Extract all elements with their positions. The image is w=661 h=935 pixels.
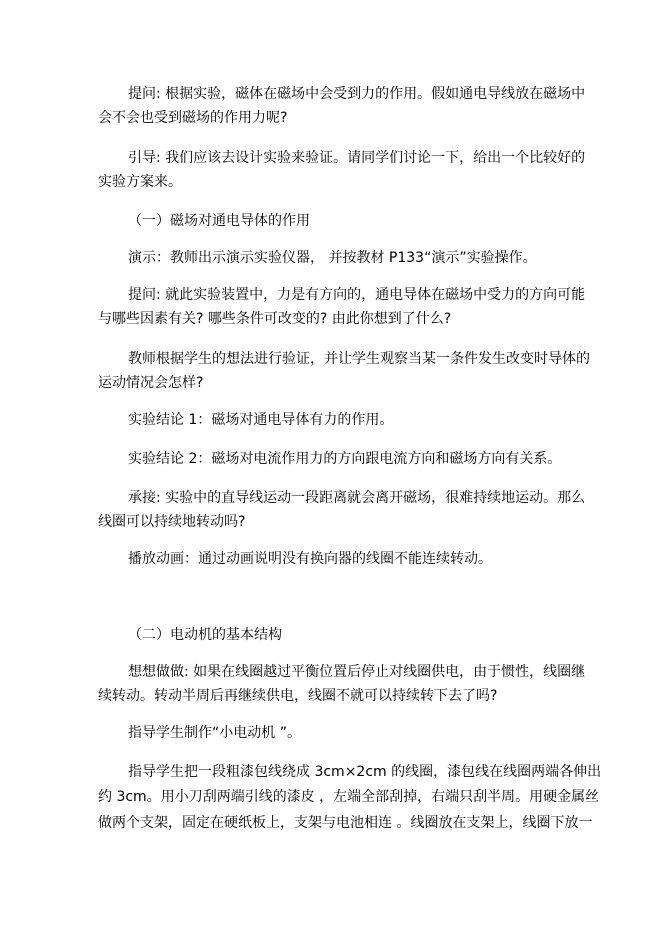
paragraph-question-1-line-1: 提问: 根据实验，磁体在磁场中会受到力的作用。假如通电导线放在磁场中	[128, 86, 586, 102]
paragraph-guide-line-2: 实验方案来。	[98, 174, 182, 190]
paragraph-animation: 播放动画：通过动画说明没有换向器的线圈不能连续转动。	[128, 551, 492, 567]
section-heading-2: （二）电动机的基本结构	[128, 627, 282, 643]
paragraph-conclusion-1: 实验结论 1：磁场对通电导体有力的作用。	[128, 412, 394, 428]
paragraph-think-line-1: 想想做做: 如果在线圈越过平衡位置后停止对线圈供电，由于惯性，线圈继	[128, 664, 586, 680]
section-heading-1: （一）磁场对通电导体的作用	[128, 213, 310, 229]
paragraph-instructions-line-1: 指导学生把一段粗漆包线绕成 3cm×2cm 的线圈，漆包线在线圈两端各伸出	[128, 764, 602, 780]
paragraph-question-2-line-2: 与哪些因素有关? 哪些条件可改变的? 由此你想到了什么?	[98, 311, 452, 327]
paragraph-question-2-line-1: 提问: 就此实验装置中，力是有方向的，通电导体在磁场中受力的方向可能	[128, 287, 586, 303]
paragraph-instructions-line-3: 做两个支架，固定在硬纸板上，支架与电池相连 。线圈放在支架上，线圈下放一	[98, 815, 593, 831]
paragraph-instructions-line-2: 约 3cm。用小刀刮两端引线的漆皮 ，左端全部刮掉，右端只刮半周。用硬金属丝	[98, 789, 600, 805]
paragraph-think-line-2: 续转动。转动半周后再继续供电，线圈不就可以持续转下去了吗?	[98, 688, 498, 704]
paragraph-transition-line-2: 线圈可以持续地转动吗?	[98, 514, 246, 530]
paragraph-make-motor: 指导学生制作“小电动机 ”。	[128, 725, 301, 741]
paragraph-conclusion-2: 实验结论 2：磁场对电流作用力的方向跟电流方向和磁场方向有关系。	[128, 451, 562, 467]
paragraph-demo: 演示：教师出示演示实验仪器， 并按教材 P133“演示”实验操作。	[128, 250, 537, 266]
paragraph-teacher-line-2: 运动情况会怎样?	[98, 375, 204, 391]
paragraph-guide-line-1: 引导: 我们应该去设计实验来验证。请同学们讨论一下，给出一个比较好的	[128, 150, 586, 166]
paragraph-transition-line-1: 承接: 实验中的直导线运动一段距离就会离开磁场，很难持续地运动。那么	[128, 490, 586, 506]
paragraph-teacher-line-1: 教师根据学生的想法进行验证，并让学生观察当某一条件发生改变时导体的	[128, 351, 590, 367]
paragraph-question-1-line-2: 会不会也受到磁场的作用力呢?	[98, 110, 288, 126]
